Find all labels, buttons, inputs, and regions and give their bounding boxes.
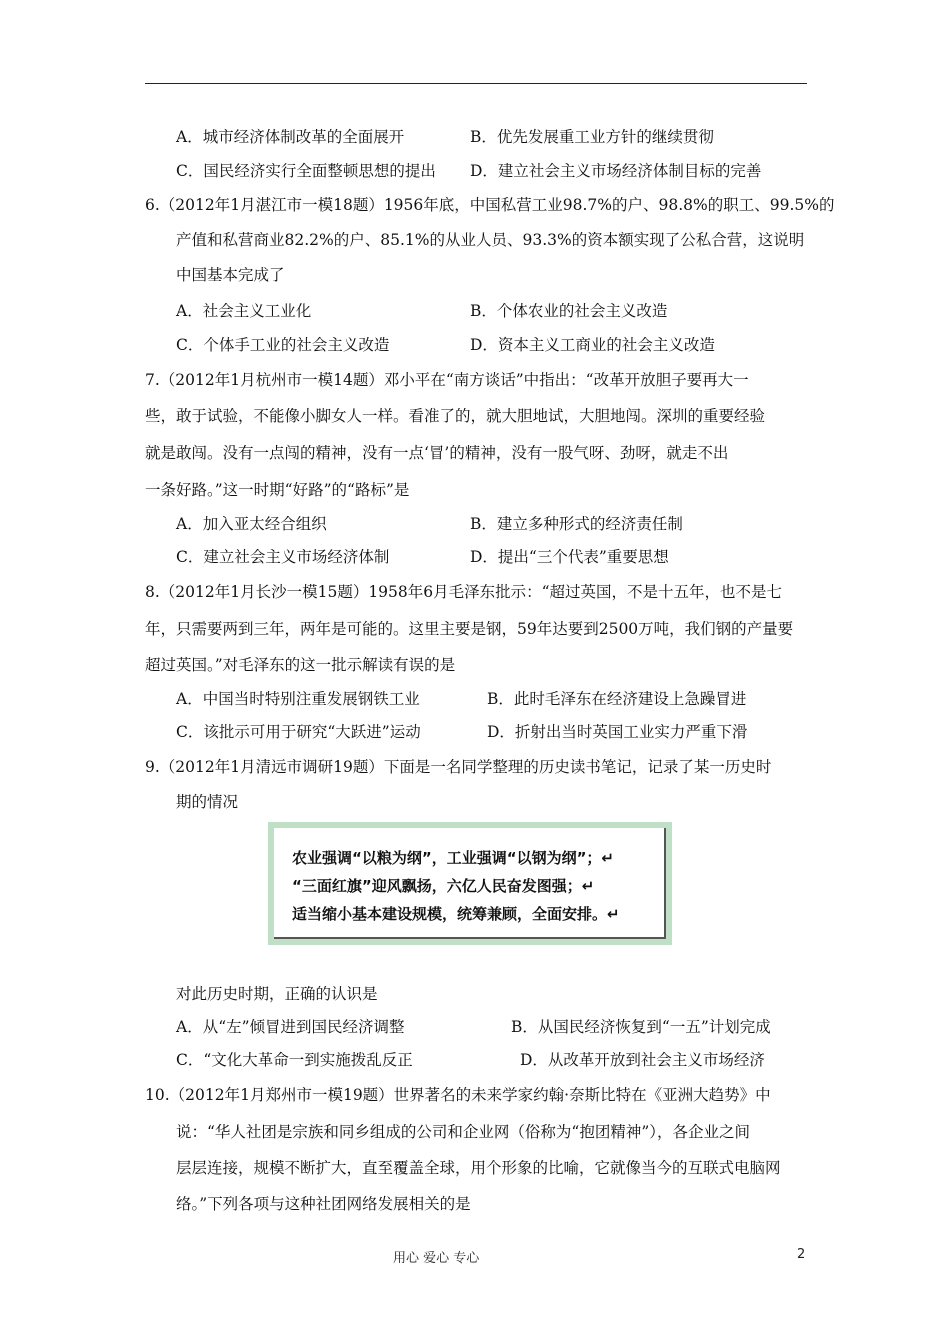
notes-line-2: “三面红旗”迎风飘扬，六亿人民奋发图强；↵ [292, 877, 595, 895]
notes-box-content [274, 828, 666, 939]
page-number: 2 [797, 1247, 806, 1262]
text-line: 层层连接，规模不断扩大，直至覆盖全球，用个形象的比喻，它就像当今的互联式电脑网 [176, 1159, 781, 1177]
text-line: 年，只需要两到三年，两年是可能的。这里主要是钢，59年达要到2500万吨，我们钢的产量要 [145, 620, 794, 638]
text-line: 超过英国。”对毛泽东的这一批示解读有误的是 [145, 656, 456, 674]
text-line: D．折射出当时英国工业实力严重下滑 [487, 723, 748, 741]
text-line: C．国民经济实行全面整顿思想的提出 [176, 162, 436, 180]
text-line: D．提出“三个代表”重要思想 [470, 548, 669, 566]
text-line: 期的情况 [176, 793, 239, 811]
text-line: C．建立社会主义市场经济体制 [176, 548, 390, 566]
text-line: 7.（2012年1月杭州市一模14题）邓小平在“南方谈话”中指出：“改革开放胆子要再大一 [145, 371, 749, 389]
text-line: B．建立多种形式的经济责任制 [470, 515, 683, 533]
text-line: D．资本主义工商业的社会主义改造 [470, 336, 715, 354]
text-line: A．中国当时特别注重发展钢铁工业 [176, 690, 420, 708]
text-line: 8.（2012年1月长沙一模15题）1958年6月毛泽东批示：“超过英国，不是十五年，也不是七 [145, 583, 783, 601]
text-line: 一条好路。”这一时期“好路”的“路标”是 [145, 481, 410, 499]
text-line: 产值和私营商业82.2%的户、85.1%的从业人员、93.3%的资本额实现了公私合营，这说明 [176, 231, 805, 249]
text-line: 中国基本完成了 [176, 266, 285, 284]
notes-line-3: 适当缩小基本建设规模，统筹兼顾，全面安排。↵ [292, 905, 620, 923]
text-line: B．此时毛泽东在经济建设上急躁冒进 [487, 690, 747, 708]
text-line: 10.（2012年1月郑州市一模19题）世界著名的未来学家约翰·奈斯比特在《亚洲大趋势》中 [145, 1086, 771, 1104]
text-line: C．该批示可用于研究“大跃进”运动 [176, 723, 421, 741]
text-line: 些，敢于试验，不能像小脚女人一样。看准了的，就大胆地试，大胆地闯。深圳的重要经验 [145, 407, 766, 425]
text-line: 6.（2012年1月湛江市一模18题）1956年底，中国私营工业98.7%的户、98.8%的职工、99.5%的 [145, 196, 835, 214]
text-line: A．从“左”倾冒进到国民经济调整 [176, 1018, 405, 1036]
text-line: B．从国民经济恢复到“一五”计划完成 [511, 1018, 771, 1036]
header-rule [145, 83, 807, 84]
text-line: A．城市经济体制改革的全面展开 [176, 128, 405, 146]
text-line: 9.（2012年1月清远市调研19题）下面是一名同学整理的历史读书笔记，记录了某一历史时 [145, 758, 772, 776]
text-line: B．优先发展重工业方针的继续贯彻 [470, 128, 714, 146]
text-line: C．个体手工业的社会主义改造 [176, 336, 390, 354]
text-line: 说：“华人社团是宗族和同乡组成的公司和企业网（俗称为“抱团精神”），各企业之间 [176, 1123, 751, 1141]
text-line: 对此历史时期，正确的认识是 [176, 985, 378, 1003]
footer-slogan: 用心 爱心 专心 [393, 1251, 480, 1266]
text-line: 就是敢闯。没有一点闯的精神，没有一点‘冒’的精神，没有一股气呀、劲呀，就走不出 [145, 444, 729, 462]
text-line: 络。”下列各项与这种社团网络发展相关的是 [176, 1195, 471, 1213]
notes-line-1: 农业强调“以粮为纲”，工业强调“以钢为纲”；↵ [292, 849, 615, 867]
text-line: A．加入亚太经合组织 [176, 515, 327, 533]
text-line: D．建立社会主义市场经济体制目标的完善 [470, 162, 762, 180]
text-line: D．从改革开放到社会主义市场经济 [520, 1051, 765, 1069]
notes-box [268, 822, 672, 945]
text-line: C．“文化大革命一到实施拨乱反正 [176, 1051, 413, 1069]
text-line: B．个体农业的社会主义改造 [470, 302, 668, 320]
text-line: A．社会主义工业化 [176, 302, 312, 320]
